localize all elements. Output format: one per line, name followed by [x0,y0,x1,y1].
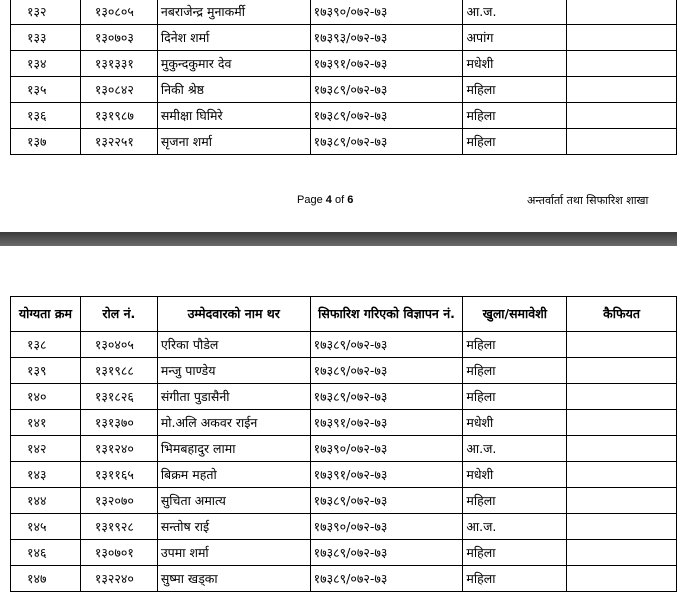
roll-cell: १३०८४२ [80,77,157,103]
table-row [11,566,677,592]
roll-cell: १३१९८८ [80,358,157,384]
remarks-cell [567,358,677,384]
rank-cell: १३५ [11,77,81,103]
category-cell: आ.ज. [463,514,567,540]
remarks-cell [567,0,677,25]
page-number [297,194,353,206]
remarks-cell [567,25,677,51]
name-cell: निकी श्रेष्ठ [157,77,310,103]
ad-number-cell: १७३९१/०७२-७३ [310,51,463,77]
name-cell: सृजना शर्मा [157,129,310,155]
remarks-cell [567,436,677,462]
rank-cell: १४३ [11,462,81,488]
ad-number-cell: १७३८९/०७२-७३ [310,77,463,103]
rank-cell: १३७ [11,129,81,155]
remarks-cell [567,103,677,129]
header-remarks: कैफियत [567,297,677,332]
page-current: 4 [325,194,332,206]
roll-cell: १३१९२८ [80,514,157,540]
remarks-cell [567,129,677,155]
name-cell: बिक्रम महतो [157,462,310,488]
rank-cell: १४१ [11,410,81,436]
table-row [11,25,677,51]
ad-number-cell: १७३८९/०७२-७३ [310,332,463,358]
ad-number-cell: १७३९१/०७२-७३ [310,462,463,488]
category-cell: महिला [463,103,567,129]
table-row [11,358,677,384]
roll-cell: १३१९८७ [80,103,157,129]
remarks-cell [567,77,677,103]
rank-cell: १४५ [11,514,81,540]
remarks-cell [567,540,677,566]
document-page-5 [0,246,677,591]
page-of-label: of [334,194,345,206]
header-ad-number: सिफारिश गरिएको विज्ञापन नं. [310,297,463,332]
results-table-top [10,0,677,155]
category-cell: महिला [463,488,567,514]
ad-number-cell: १७३८९/०७२-७३ [310,129,463,155]
header-roll: रोल नं. [80,297,157,332]
table-row [11,410,677,436]
header-rank: योग्यता क्रम [11,297,81,332]
name-cell: समीक्षा घिमिरे [157,103,310,129]
rank-cell: १३८ [11,332,81,358]
results-table-bottom [10,296,677,592]
table-row [11,384,677,410]
document-page-4 [0,0,677,232]
table-row [11,129,677,155]
table-row [11,0,677,25]
category-cell: महिला [463,384,567,410]
remarks-cell [567,462,677,488]
category-cell: महिला [463,540,567,566]
rank-cell: १४० [11,384,81,410]
remarks-cell [567,566,677,592]
name-cell: मन्जु पाण्डेय [157,358,310,384]
table-row [11,462,677,488]
name-cell: नबराजेन्द्र मुनाकर्मी [157,0,310,25]
category-cell: आ.ज. [463,0,567,25]
table-body [11,0,677,155]
category-cell: आ.ज. [463,436,567,462]
department-footer: अन्तर्वार्ता तथा सिफारिश शाखा [527,194,649,207]
name-cell: सुष्मा खड्का [157,566,310,592]
name-cell: भिमबहादुर लामा [157,436,310,462]
name-cell: मुकुन्दकुमार देव [157,51,310,77]
name-cell: सन्तोष राई [157,514,310,540]
rank-cell: १३९ [11,358,81,384]
table-row [11,332,677,358]
rank-cell: १४२ [11,436,81,462]
roll-cell: १३०८०५ [80,0,157,25]
table-row [11,540,677,566]
ad-number-cell: १७३९३/०७२-७३ [310,25,463,51]
category-cell: मधेशी [463,51,567,77]
rank-cell: १४६ [11,540,81,566]
page-separator [0,232,677,246]
page-total: 6 [347,194,354,206]
remarks-cell [567,332,677,358]
roll-cell: १३०४०५ [80,332,157,358]
category-cell: महिला [463,77,567,103]
roll-cell: १३२०७० [80,488,157,514]
ad-number-cell: १७३८९/०७२-७३ [310,384,463,410]
remarks-cell [567,488,677,514]
name-cell: संगीता पुडासैनी [157,384,310,410]
roll-cell: १३०७०३ [80,25,157,51]
category-cell: मधेशी [463,462,567,488]
roll-cell: १३०७०१ [80,540,157,566]
table-row [11,488,677,514]
category-cell: अपांग [463,25,567,51]
table-row [11,436,677,462]
name-cell: दिनेश शर्मा [157,25,310,51]
roll-cell: १३११६५ [80,462,157,488]
page-label: Page [297,194,323,206]
name-cell: मो.अलि अकवर राईन [157,410,310,436]
category-cell: मधेशी [463,410,567,436]
rank-cell: १३६ [11,103,81,129]
roll-cell: १३१२४० [80,436,157,462]
category-cell: महिला [463,332,567,358]
remarks-cell [567,384,677,410]
ad-number-cell: १७३९०/०७२-७३ [310,436,463,462]
ad-number-cell: १७३८९/०७२-७३ [310,540,463,566]
table-row [11,77,677,103]
table-row [11,103,677,129]
category-cell: महिला [463,129,567,155]
rank-cell: १४४ [11,488,81,514]
roll-cell: १३१३३१ [80,51,157,77]
ad-number-cell: १७३८९/०७२-७३ [310,358,463,384]
table-row [11,514,677,540]
category-cell: महिला [463,358,567,384]
name-cell: सुचिता अमात्य [157,488,310,514]
rank-cell: १३३ [11,25,81,51]
rank-cell: १४७ [11,566,81,592]
roll-cell: १३१३७० [80,410,157,436]
name-cell: उपमा शर्मा [157,540,310,566]
ad-number-cell: १७३९०/०७२-७३ [310,514,463,540]
header-category: खुला/समावेशी [463,297,567,332]
ad-number-cell: १७३८९/०७२-७३ [310,103,463,129]
roll-cell: १३२२४० [80,566,157,592]
remarks-cell [567,51,677,77]
remarks-cell [567,514,677,540]
ad-number-cell: १७३९०/०७२-७३ [310,0,463,25]
category-cell: महिला [463,566,567,592]
table-body [11,332,677,592]
rank-cell: १३२ [11,0,81,25]
header-row [11,297,677,332]
header-name: उम्मेदवारको नाम थर [157,297,310,332]
roll-cell: १३२२५१ [80,129,157,155]
roll-cell: १३१८२६ [80,384,157,410]
name-cell: एरिका पौडेल [157,332,310,358]
ad-number-cell: १७३९१/०७२-७३ [310,410,463,436]
table-header [11,297,677,332]
ad-number-cell: १७३८९/०७२-७३ [310,566,463,592]
table-row [11,51,677,77]
rank-cell: १३४ [11,51,81,77]
ad-number-cell: १७३८९/०७२-७३ [310,488,463,514]
remarks-cell [567,410,677,436]
